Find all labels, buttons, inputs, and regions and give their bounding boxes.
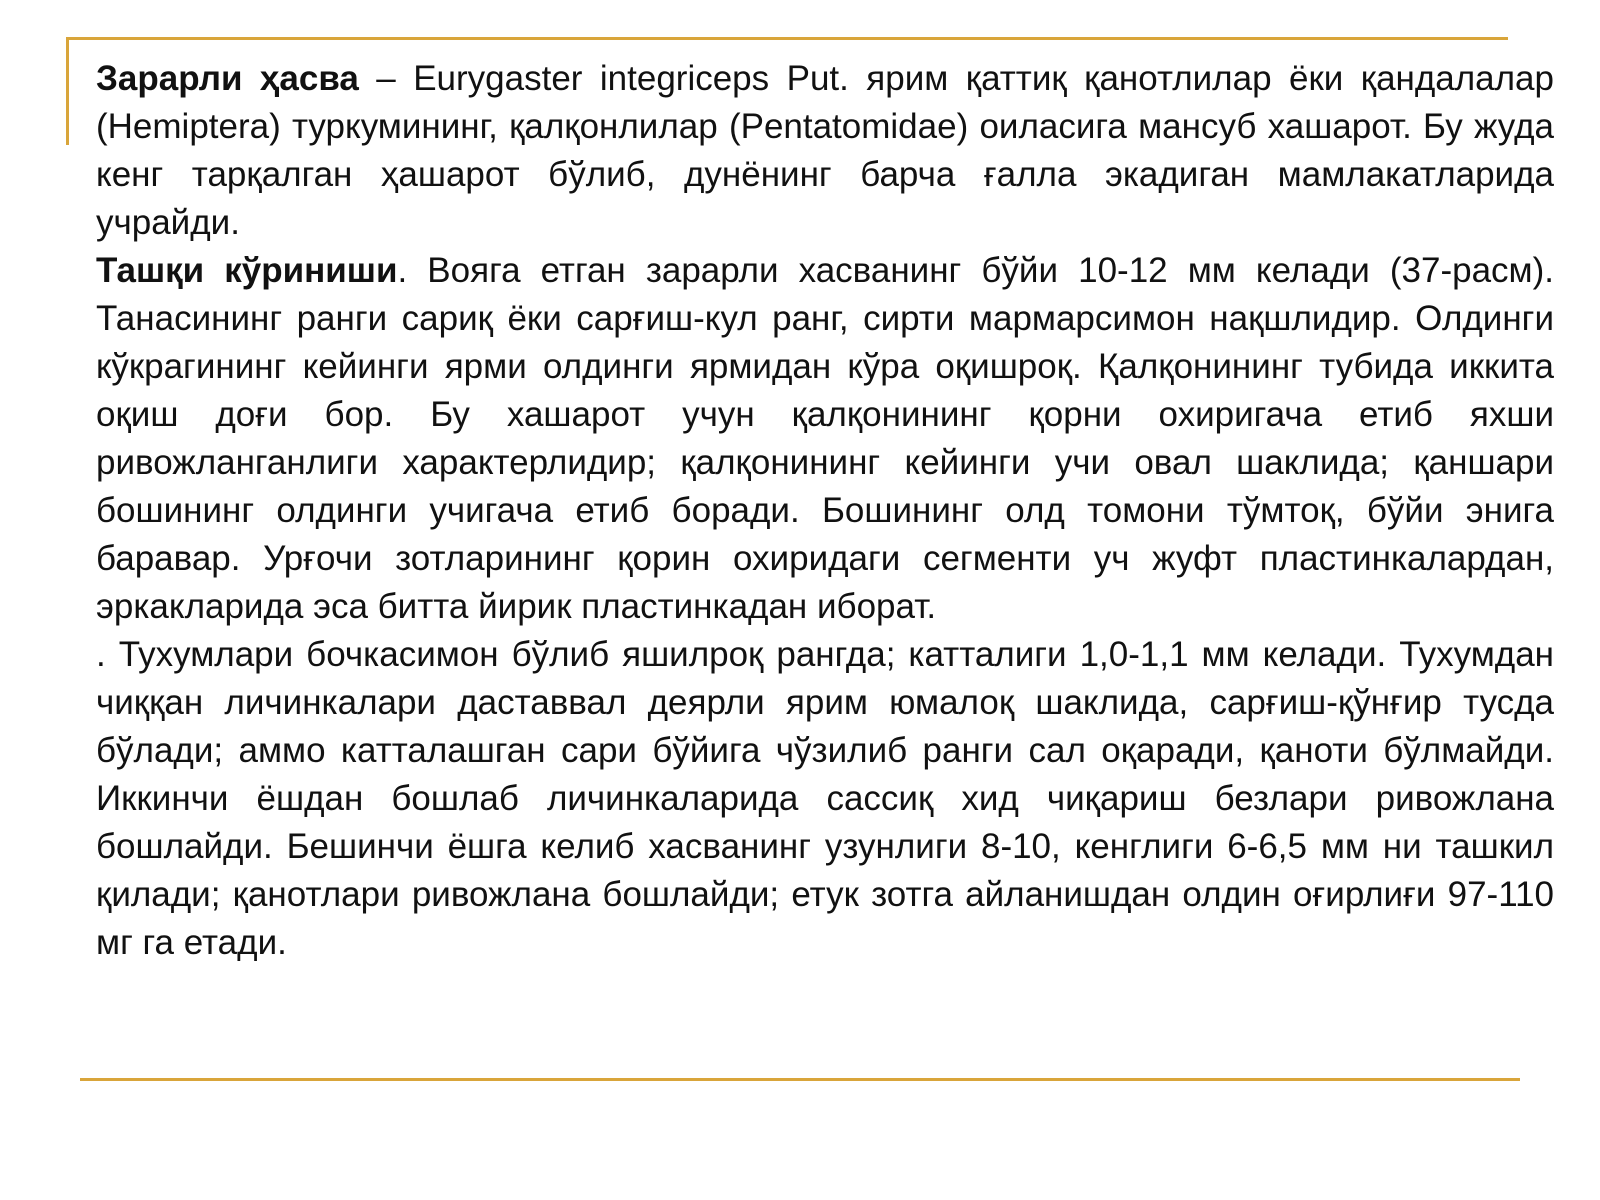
top-border-line — [66, 37, 1508, 40]
document-body — [96, 55, 1554, 967]
term-appearance: Ташқи кўриниши — [96, 251, 398, 290]
paragraph-intro — [96, 55, 1554, 247]
paragraph-intro-text: – Eurygaster integriceps Put. ярим қаттиқ қанотлилар ёки қандалалар (Hemiptera) туркумининг, қалқонлилар (Pentatomidae) оиласига мансуб хашарот. Бу жуда кенг тарқалган ҳашарот бўлиб, дунёнинг барча ғалла экадиган мамлакатларида учрайди. — [96, 59, 1554, 242]
paragraph-eggs-larvae — [96, 631, 1554, 967]
paragraph-appearance — [96, 247, 1554, 631]
term-harmful-bug: Зарарли ҳасва — [96, 59, 359, 98]
left-border-line — [66, 37, 69, 145]
paragraph-appearance-text: . Вояга етган зарарли хасванинг бўйи 10-12 мм келади (37-расм). Танасининг ранги сариқ ёки сарғиш-кул ранг, сирти мармарсимон нақшлидир. Олдинги кўкрагининг кейинги ярми олдинги ярмидан кўра оқишроқ. Қалқонининг тубида иккита оқиш доғи бор. Бу хашарот учун қалқонининг қорни охиригача етиб яхши ривожланганлиги характерлидир; қалқонининг кейинги учи овал шаклида; қаншари бошининг олдинги учигача етиб боради. Бошининг олд томони тўмтоқ, бўйи энига баравар. Урғочи зотларининг қорин охиридаги сегменти уч жуфт пластинкалардан, эркакларида эса битта йирик пластинкадан иборат. — [96, 251, 1554, 626]
paragraph-eggs-larvae-text: . Тухумлари бочкасимон бўлиб яшилроқ рангда; катталиги 1,0-1,1 мм келади. Тухумдан чиққан личинкалари даставвал деярли ярим юмалоқ шаклида, сарғиш-қўнғир тусда бўлади; аммо катталашган сари бўйига чўзилиб ранги сал оқаради, қаноти бўлмайди. Иккинчи ёшдан бошлаб личинкаларида сассиқ хид чиқариш безлари ривожлана бошлайди. Бешинчи ёшга келиб хасванинг узунлиги 8-10, кенглиги 6-6,5 мм ни ташкил қилади; қанотлари ривожлана бошлайди; етук зотга айланишдан олдин оғирлиғи 97-110 мг га етади. — [96, 635, 1554, 962]
bottom-border-line — [80, 1078, 1520, 1081]
